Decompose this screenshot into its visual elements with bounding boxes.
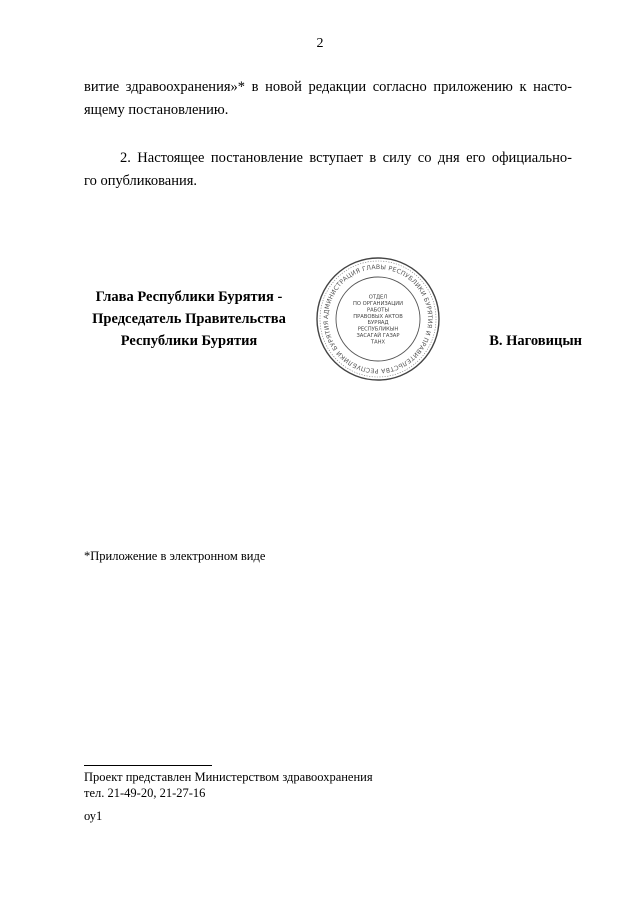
signer-title-line: Председатель Правительства	[92, 311, 286, 327]
seal-inner-line: ПРАВОВЫХ АКТОВ	[353, 313, 403, 320]
signer-title-line: Республики Бурятия	[120, 333, 258, 349]
seal-graphic	[314, 255, 442, 383]
official-seal	[314, 255, 442, 383]
seal-inner-line: РАБОТЫ	[366, 307, 390, 314]
footnote	[84, 769, 373, 801]
seal-outer-text: АДМИНИСТРАЦИЯ ГЛАВЫ РЕСПУБЛИКИ БУРЯТИЯ И ПРАВИТЕЛЬСТВА РЕСПУБЛИКИ БУРЯТИЯ	[322, 263, 434, 375]
footnote-rule	[84, 765, 212, 766]
signer-title	[82, 286, 296, 352]
footnote-line: тел. 21-49-20, 21-27-16	[84, 786, 206, 800]
signer-title-line: Глава Республики Бурятия -	[95, 289, 283, 305]
seal-inner-line: ОТДЕЛ	[368, 294, 388, 301]
seal-inner-text	[353, 295, 403, 346]
executor-code: оу1	[84, 809, 103, 823]
signer-name: В. Наговицын	[489, 333, 582, 349]
paragraph1-line: ящему постановлению.	[84, 102, 229, 118]
paragraph-effective-date	[84, 147, 572, 193]
footnote-line: Проект представлен Министерством здравоохранения	[84, 770, 373, 784]
seal-inner-line: ЗАСАГАЙ ГАЗАР	[356, 333, 400, 339]
paragraph2-line: го опубликования.	[84, 173, 198, 189]
seal-inner-line: ТАНХ	[370, 339, 386, 346]
paragraph1-line: витие здравоохранения»* в новой редакции согласно приложению к насто-	[84, 79, 572, 95]
seal-inner-line: РЕСПУБЛИКЫН	[357, 326, 399, 333]
seal-inner-line: ПО ОРГАНИЗАЦИИ	[352, 301, 404, 307]
paragraph2-line: 2. Настоящее постановление вступает в силу со дня его официально-	[120, 150, 572, 166]
paragraph-continuation	[84, 76, 572, 122]
seal-inner-line: БУРЯАД	[367, 320, 389, 327]
appendix-note: *Приложение в электронном виде	[84, 549, 266, 563]
page-number: 2	[316, 36, 324, 51]
